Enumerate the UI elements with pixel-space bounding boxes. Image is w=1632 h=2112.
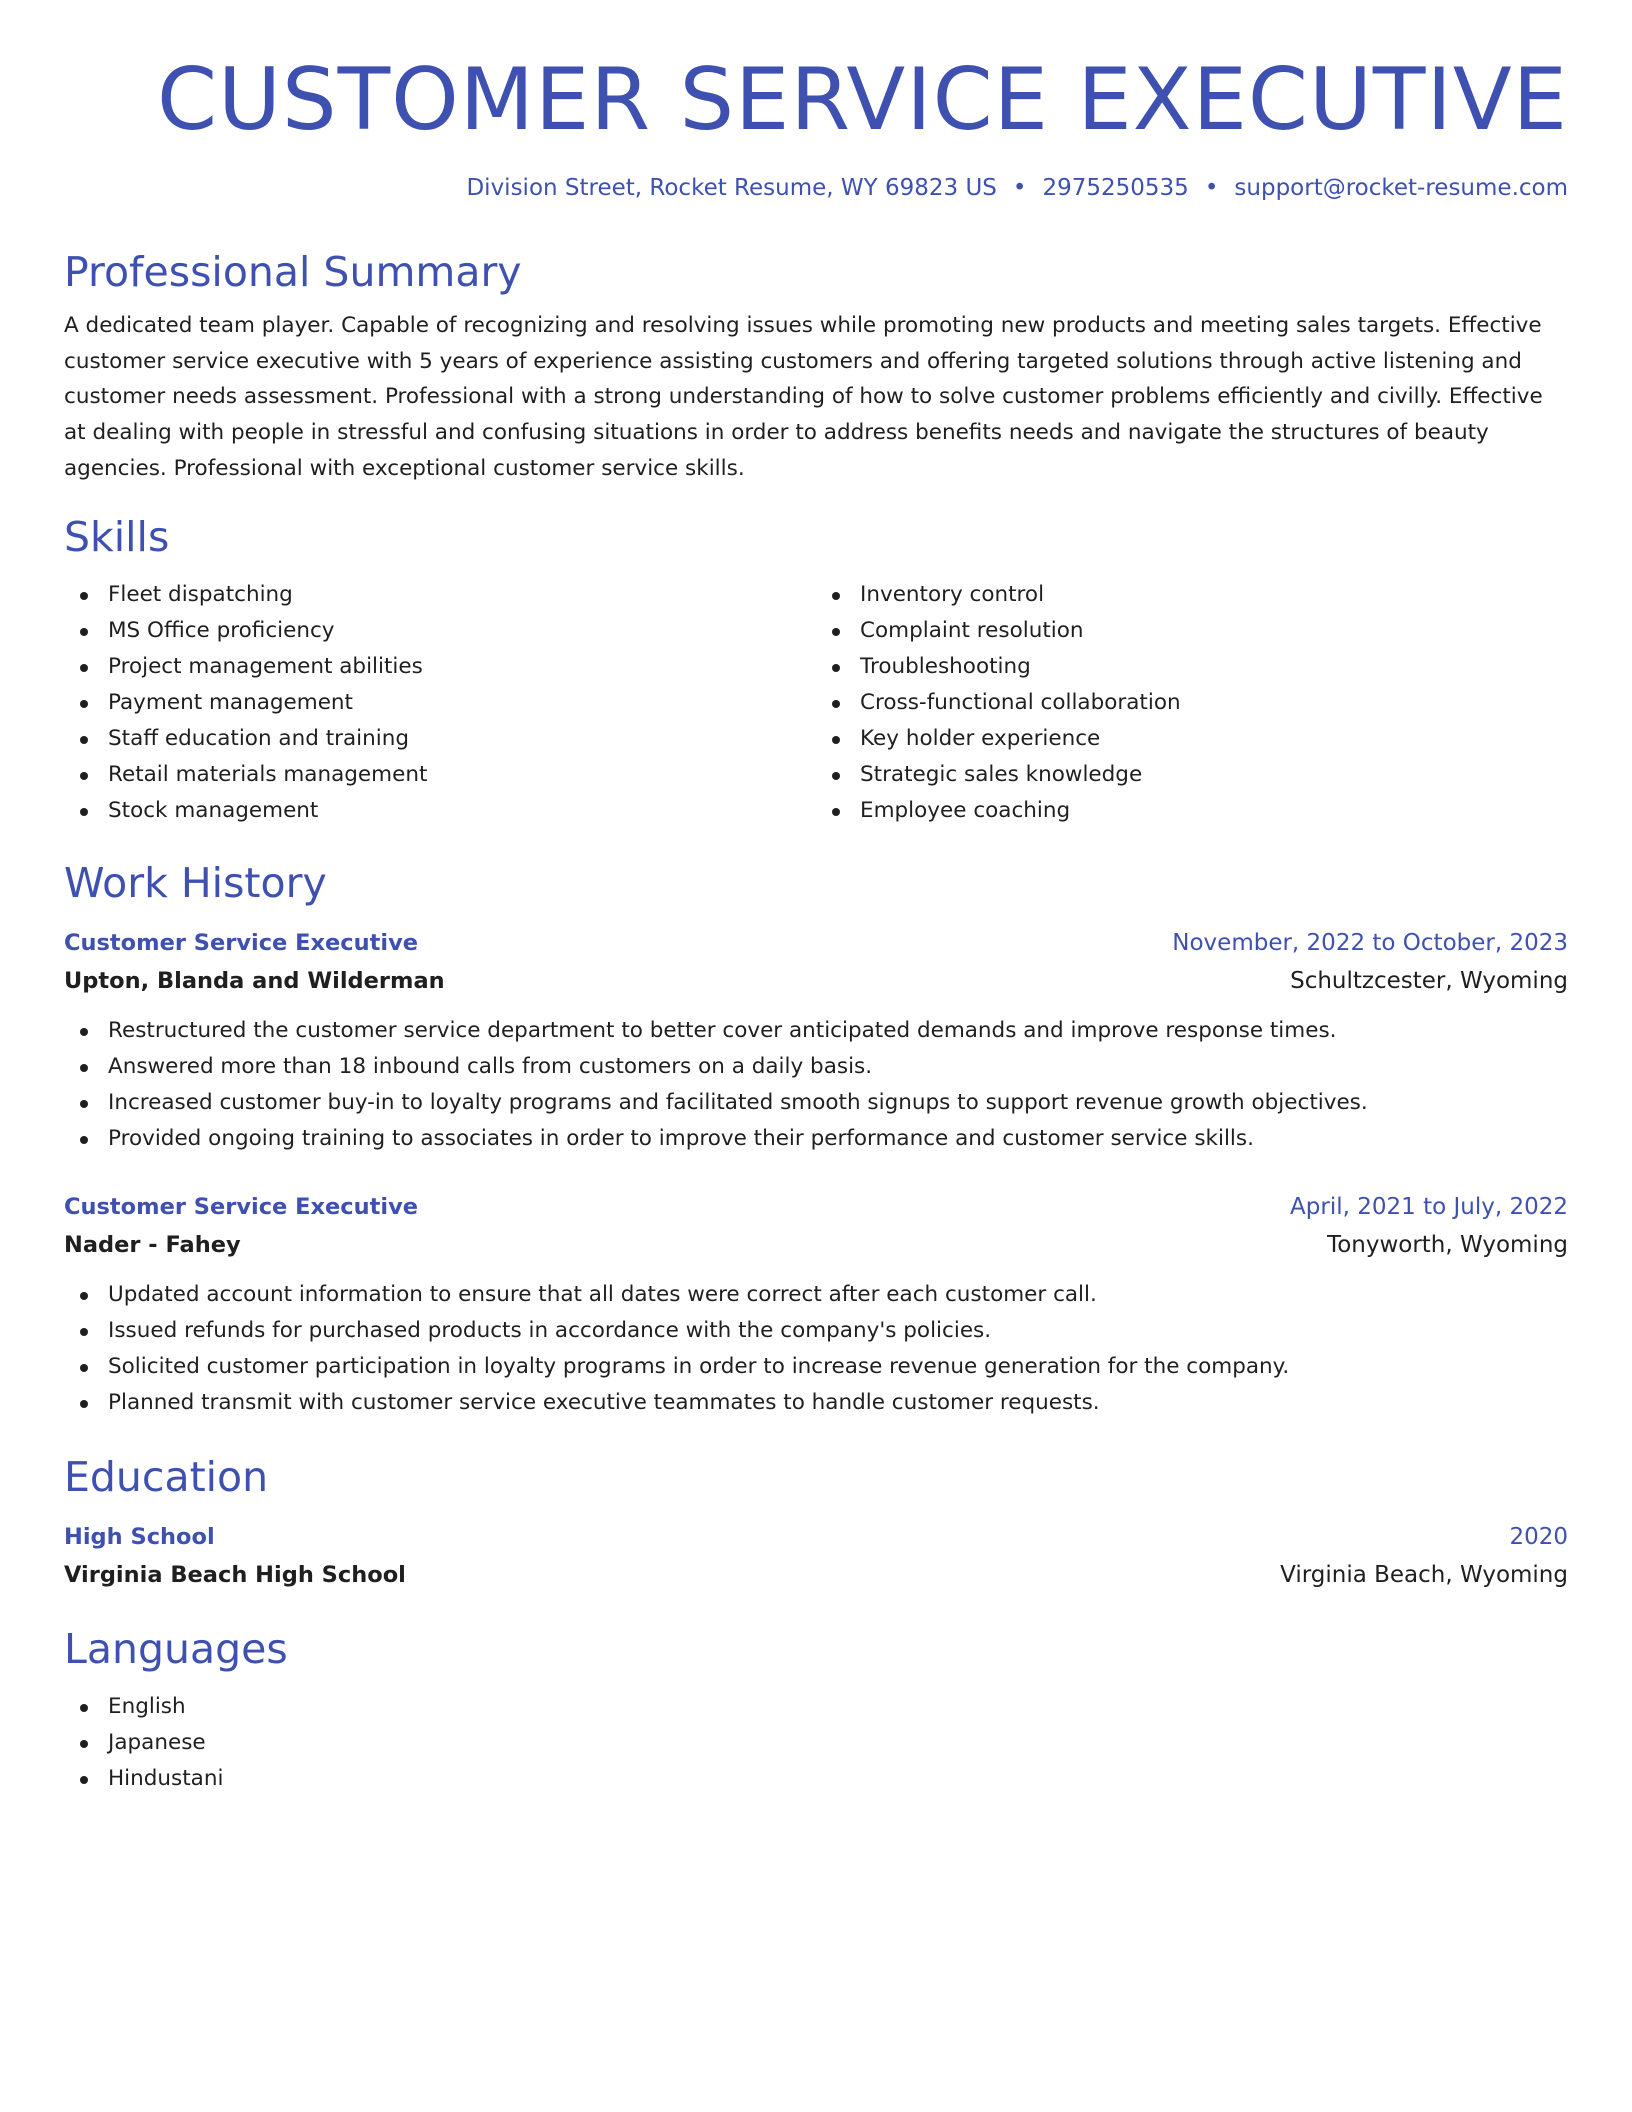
- job-bullet: Planned transmit with customer service executive teammates to handle customer requests.: [64, 1385, 1568, 1421]
- skill-item: Employee coaching: [816, 793, 1568, 829]
- education-entry: [64, 1519, 1568, 1595]
- job-bullet: Issued refunds for purchased products in accordance with the company's policies.: [64, 1313, 1568, 1349]
- contact-address: Division Street, Rocket Resume, WY 69823 US: [466, 175, 997, 201]
- job-location: Schultzcester, Wyoming: [1290, 967, 1568, 994]
- job-entry: [64, 925, 1568, 1157]
- job-bullets: [64, 1277, 1568, 1421]
- education-school-row: [64, 1555, 1568, 1595]
- skill-item: Staff education and training: [64, 721, 816, 757]
- skill-item: Project management abilities: [64, 649, 816, 685]
- job-header-row: [64, 925, 1568, 961]
- skill-item: Complaint resolution: [816, 613, 1568, 649]
- skill-item: MS Office proficiency: [64, 613, 816, 649]
- summary-text: A dedicated team player. Capable of recognizing and resolving issues while promoting new products and meeting sales targets. Effective customer service executive with 5 years of experience assisting customers and offering targeted solutions through active listening and customer needs assessment. Professional with a strong understanding of how to solve customer problems efficiently and civilly. Effective at dealing with people in stressful and confusing situations in order to address benefits needs and navigate the structures of beauty agencies. Professional with exceptional customer service skills.: [64, 313, 1543, 481]
- job-entry: [64, 1189, 1568, 1421]
- language-item: English: [64, 1689, 1568, 1725]
- contact-line: [64, 172, 1568, 204]
- contact-phone: 2975250535: [1042, 175, 1189, 201]
- skill-item: Fleet dispatching: [64, 577, 816, 613]
- skills-section: [64, 511, 1568, 829]
- education-school: Virginia Beach High School: [64, 1561, 406, 1588]
- skills-list-left: [64, 577, 816, 829]
- skill-item: Key holder experience: [816, 721, 1568, 757]
- contact-separator: •: [1012, 175, 1027, 201]
- skills-heading: Skills: [64, 512, 170, 561]
- education-year: 2020: [1509, 1523, 1568, 1550]
- education-heading: Education: [64, 1452, 269, 1501]
- summary-heading: Professional Summary: [64, 248, 522, 296]
- job-title: Customer Service Executive: [64, 1193, 419, 1220]
- job-bullet: Answered more than 18 inbound calls from customers on a daily basis.: [64, 1049, 1568, 1085]
- education-header-row: [64, 1519, 1568, 1555]
- job-company-row: [64, 961, 1568, 1001]
- job-dates: November, 2022 to October, 2023: [1172, 929, 1568, 956]
- job-bullet: Solicited customer participation in loyalty programs in order to increase revenue generation for the company.: [64, 1349, 1568, 1385]
- resume-header: [64, 0, 1568, 204]
- language-item: Japanese: [64, 1725, 1568, 1761]
- job-bullet: Provided ongoing training to associates in order to improve their performance and customer service skills.: [64, 1121, 1568, 1157]
- job-bullet: Increased customer buy-in to loyalty programs and facilitated smooth signups to support revenue growth objectives.: [64, 1085, 1568, 1121]
- language-item: Hindustani: [64, 1761, 1568, 1797]
- job-dates: April, 2021 to July, 2022: [1290, 1193, 1568, 1220]
- candidate-name: CUSTOMER SERVICE EXECUTIVE: [157, 50, 1568, 150]
- skill-item: Inventory control: [816, 577, 1568, 613]
- job-company: Nader - Fahey: [64, 1231, 241, 1258]
- work-history-heading: Work History: [64, 858, 327, 907]
- skill-item: Stock management: [64, 793, 816, 829]
- education-degree: High School: [64, 1523, 215, 1550]
- skill-item: Retail materials management: [64, 757, 816, 793]
- contact-separator: •: [1204, 175, 1219, 201]
- skill-item: Payment management: [64, 685, 816, 721]
- work-history-section: [64, 857, 1568, 1421]
- education-location: Virginia Beach, Wyoming: [1280, 1561, 1568, 1588]
- contact-email: support@rocket-resume.com: [1234, 175, 1568, 201]
- job-bullet: Restructured the customer service department to better cover anticipated demands and improve response times.: [64, 1013, 1568, 1049]
- job-header-row: [64, 1189, 1568, 1225]
- skill-item: Cross-functional collaboration: [816, 685, 1568, 721]
- job-bullets: [64, 1013, 1568, 1157]
- job-company-row: [64, 1225, 1568, 1265]
- skills-list-right: [816, 577, 1568, 829]
- summary-section: [64, 246, 1568, 487]
- languages-list: [64, 1689, 1568, 1797]
- job-title: Customer Service Executive: [64, 929, 419, 956]
- skill-item: Troubleshooting: [816, 649, 1568, 685]
- languages-section: [64, 1623, 1568, 1797]
- job-location: Tonyworth, Wyoming: [1327, 1231, 1568, 1258]
- job-bullet: Updated account information to ensure that all dates were correct after each customer call.: [64, 1277, 1568, 1313]
- skill-item: Strategic sales knowledge: [816, 757, 1568, 793]
- job-company: Upton, Blanda and Wilderman: [64, 967, 445, 994]
- skills-columns: [64, 577, 1568, 829]
- languages-heading: Languages: [64, 1624, 288, 1673]
- education-section: [64, 1451, 1568, 1595]
